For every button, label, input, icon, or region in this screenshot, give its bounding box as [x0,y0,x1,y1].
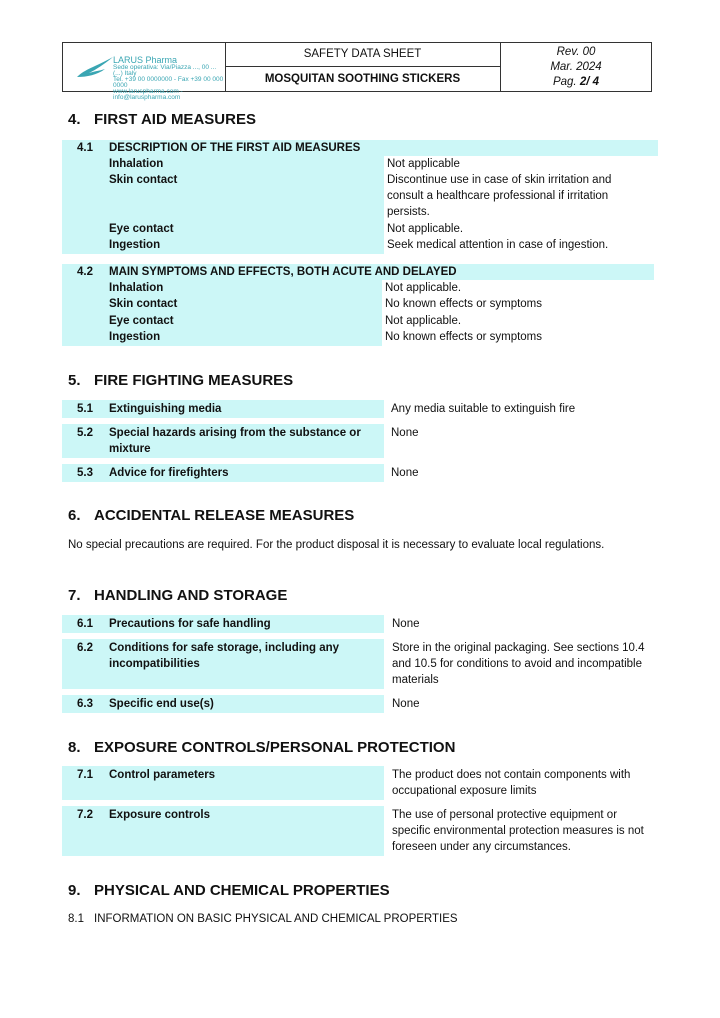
page-number [500,75,652,90]
section-4-title: FIRST AID MEASURES [94,111,256,128]
value-4-1-inhalation: Not applicable [387,158,460,170]
row-6-2-label: Conditions for safe storage, including any incompatibilities [109,642,340,670]
row-6-1-value: None [392,618,420,630]
revision-block [500,43,652,91]
section-8-title: EXPOSURE CONTROLS/PERSONAL PROTECTION [94,739,456,756]
label-4-1-ingestion: Ingestion [109,239,161,251]
company-logo [63,43,226,101]
label-4-2-inhalation: Inhalation [109,282,164,294]
row-6-3-number: 6.3 [77,698,93,710]
row-7-1-value: The product does not contain components with occupational exposure limits [392,769,631,797]
section-9-heading [68,882,390,899]
company-line-2: Tel. +39 00 0000000 - Fax +39 00 000 0000 [113,76,224,89]
section-9-number: 9. [68,882,81,899]
row-7-2-number: 7.2 [77,809,93,821]
section-9-title: PHYSICAL AND CHEMICAL PROPERTIES [94,882,390,899]
row-5-2-value: None [391,427,419,439]
section-5-number: 5. [68,372,81,389]
section-8-heading [68,739,455,756]
value-4-1-eye-contact: Not applicable. [387,223,464,235]
section-7-number: 7. [68,587,81,604]
value-4-2-inhalation: Not applicable. [385,282,462,294]
value-4-2-skin-contact: No known effects or symptoms [385,298,543,310]
row-5-1-value: Any media suitable to extinguish fire [391,403,576,415]
row-6-2-value: Store in the original packaging. See sections 10.4 and 10.5 for conditions to avoid and incompatible materials [392,642,645,686]
row-5-3-number: 5.3 [77,467,93,479]
revision: Rev. 00 [556,46,596,58]
section-5-heading [68,372,293,389]
row-6-1-label: Precautions for safe handling [109,618,271,630]
company-line-3: www.laruspharma.com - info@laruspharma.com [113,88,183,101]
row-5-3-label: Advice for firefighters [109,467,229,479]
row-7-1-number: 7.1 [77,769,93,781]
section-4-heading [68,111,256,128]
section-6-heading [68,507,354,524]
row-6-2-number: 6.2 [77,642,93,654]
label-4-2-ingestion: Ingestion [109,331,161,343]
section-8-number: 8. [68,739,81,756]
header-title-block [225,43,501,91]
subsection-4-2-number: 4.2 [77,266,93,278]
row-7-2-label: Exposure controls [109,809,210,821]
document-header [62,42,652,101]
revision-date: Mar. 2024 [550,61,602,73]
section-7-heading [68,587,287,604]
row-5-2-number: 5.2 [77,427,93,439]
label-4-2-eye-contact: Eye contact [109,315,174,327]
page-value: 2/ 4 [579,76,600,88]
subsection-8-1-title: INFORMATION ON BASIC PHYSICAL AND CHEMICAL PROPERTIES [94,913,458,925]
section-7-title: HANDLING AND STORAGE [94,587,288,604]
row-5-3-value: None [391,467,419,479]
row-6-1-number: 6.1 [77,618,93,630]
label-4-1-skin-contact: Skin contact [109,174,178,186]
doc-type: SAFETY DATA SHEET [225,43,500,67]
row-5-2-label: Special hazards arising from the substance or mixture [109,427,361,455]
section-6-number: 6. [68,507,81,524]
label-4-1-inhalation: Inhalation [109,158,164,170]
row-6-3-value: None [392,698,420,710]
value-4-2-eye-contact: Not applicable. [385,315,462,327]
subsection-4-1-title: DESCRIPTION OF THE FIRST AID MEASURES [109,142,361,154]
subsection-8-1-number: 8.1 [68,913,84,925]
section-5-title: FIRE FIGHTING MEASURES [94,372,294,389]
label-4-1-eye-contact: Eye contact [109,223,174,235]
row-5-1-number: 5.1 [77,403,93,415]
row-7-1-label: Control parameters [109,769,216,781]
row-6-3-label: Specific end use(s) [109,698,214,710]
value-4-2-ingestion: No known effects or symptoms [385,331,543,343]
company-name: LARUS Pharma [113,55,178,65]
company-info [113,57,225,101]
row-5-1-label: Extinguishing media [109,403,222,415]
product-name: MOSQUITAN SOOTHING STICKERS [264,73,461,85]
value-4-1-skin-contact: Discontinue use in case of skin irritation and consult a healthcare professional if irritation persists. [387,174,612,218]
value-4-1-ingestion: Seek medical attention in case of ingestion. [387,239,609,251]
page-prefix: Pag. [552,76,580,88]
company-line-1: Sede operativa: Via/Piazza ..., 00 ... (...) Italy [113,64,217,77]
section-6-text: No special precautions are required. For the product disposal it is necessary to evaluate local regulations. [68,539,605,551]
subsection-4-2-title: MAIN SYMPTOMS AND EFFECTS, BOTH ACUTE AND DELAYED [109,266,457,278]
bird-logo-icon [75,55,115,81]
section-6-title: ACCIDENTAL RELEASE MEASURES [94,507,355,524]
row-7-2-value: The use of personal protective equipment or specific environmental protection measures is not foreseen under any circumstances. [392,809,644,853]
label-4-2-skin-contact: Skin contact [109,298,178,310]
subsection-4-1-number: 4.1 [77,142,93,154]
section-4-number: 4. [68,111,81,128]
subsection-8-1 [68,911,458,927]
